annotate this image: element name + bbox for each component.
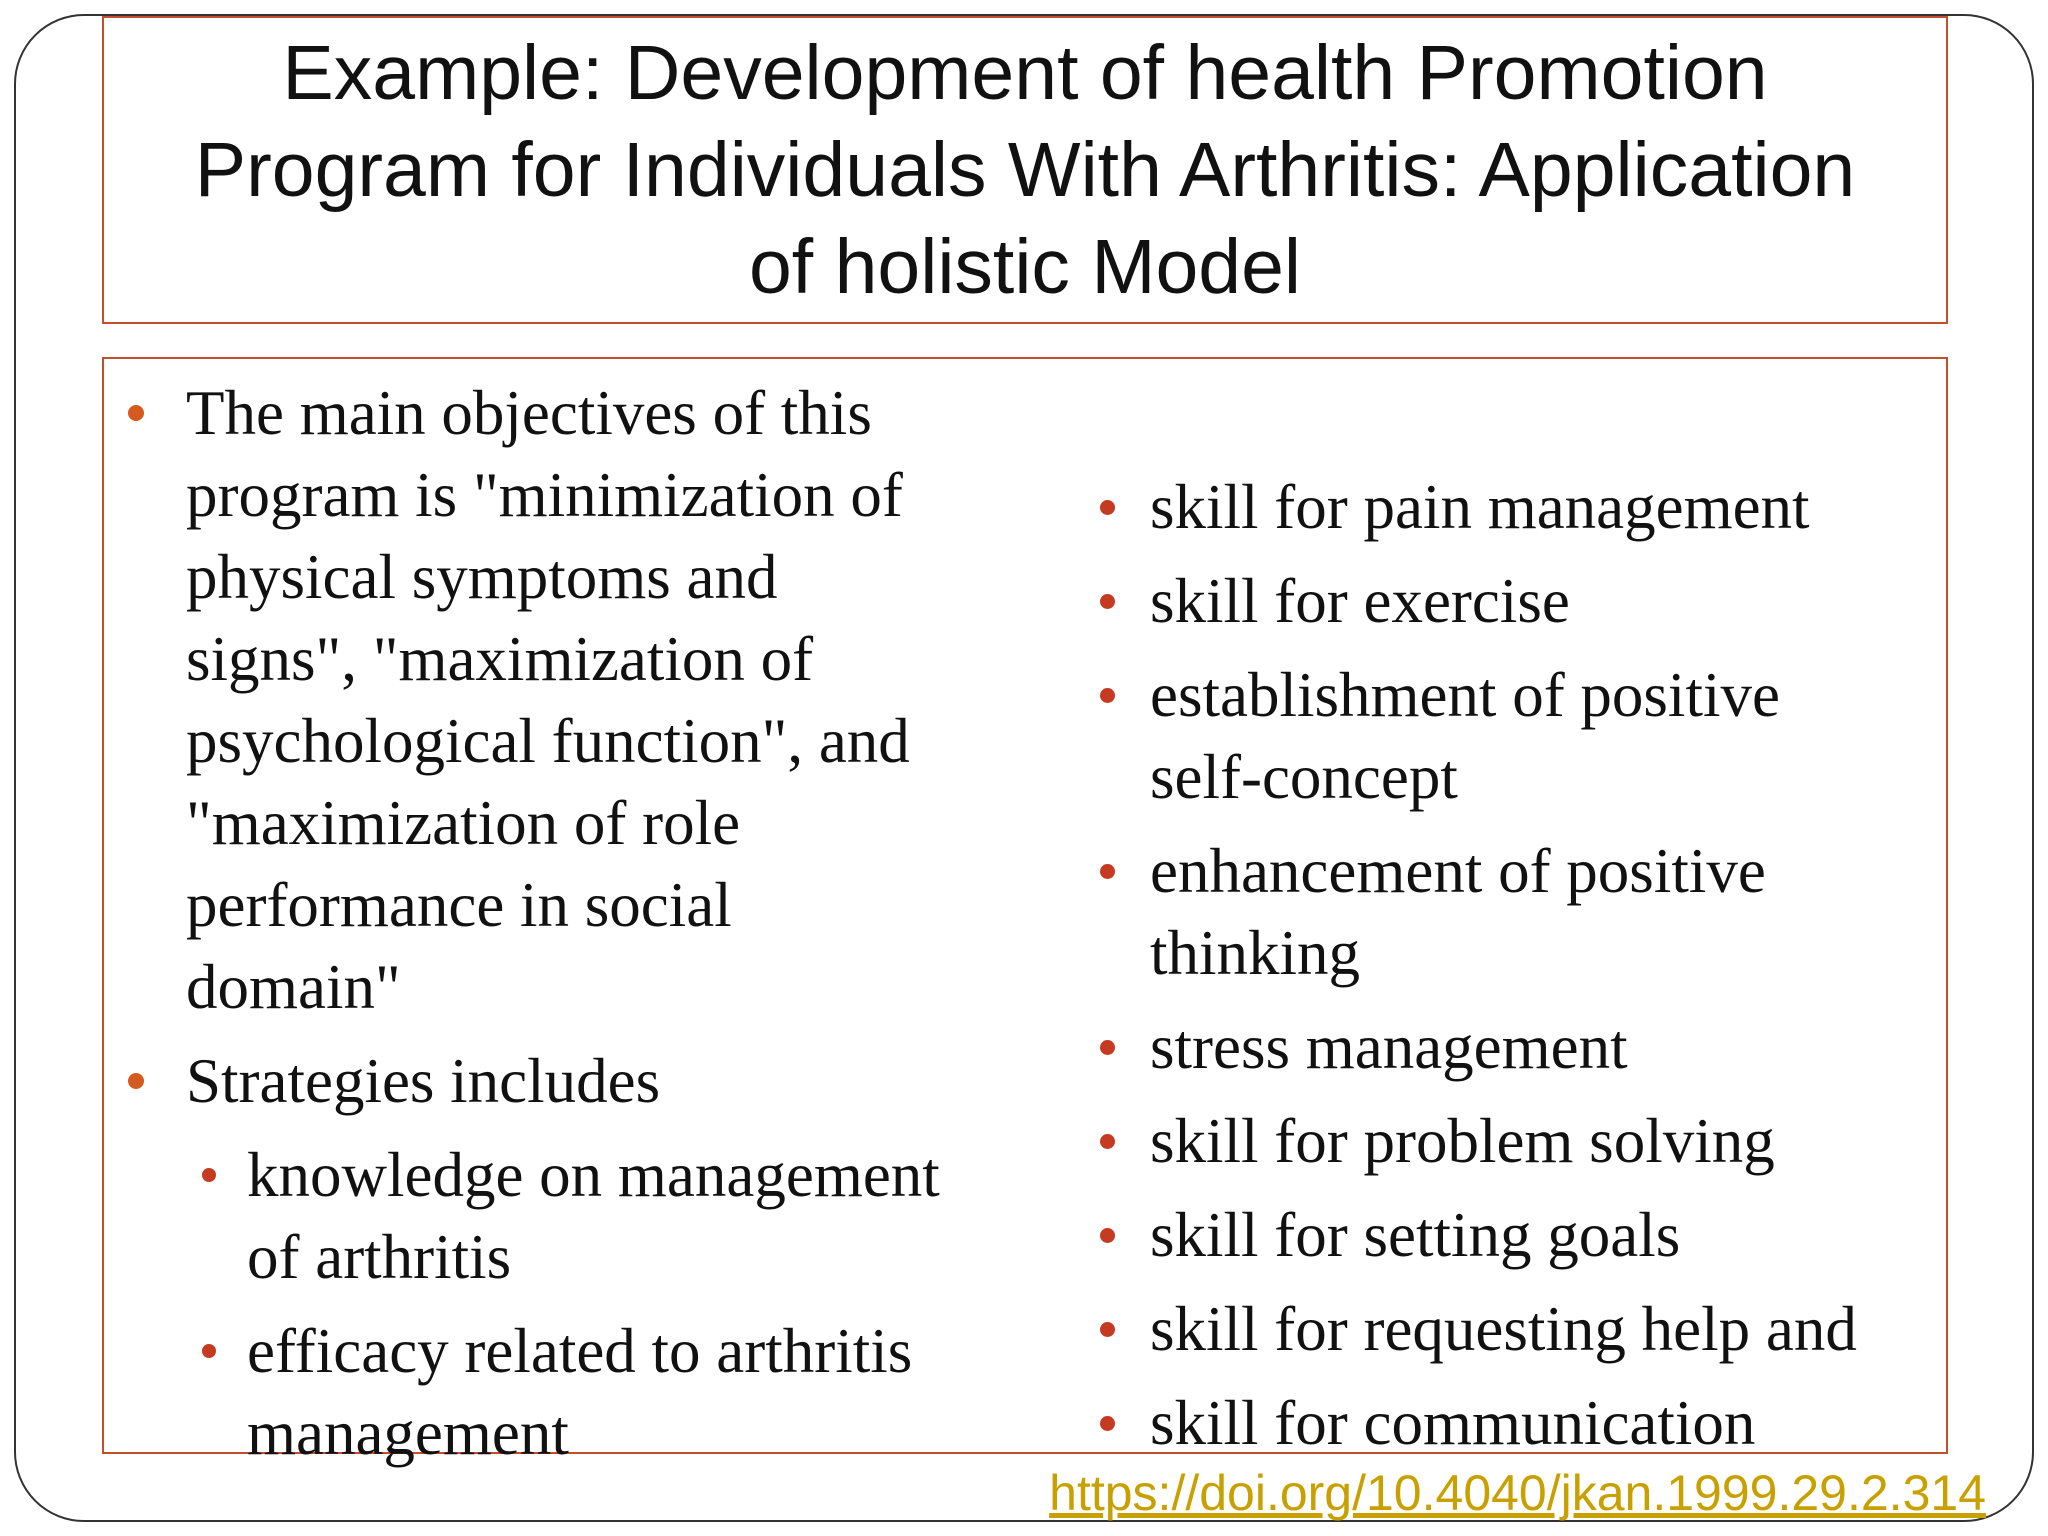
skill-item (1100, 654, 2000, 818)
bullet-line: management (247, 1398, 569, 1468)
bullet-dot-icon (1100, 500, 1115, 515)
bullet-line: psychological function", and (186, 706, 910, 776)
bullet-dot-icon (1100, 594, 1115, 609)
bullet-dot-icon (202, 1344, 216, 1358)
bullet-line: performance in social (186, 870, 732, 940)
bullet-line: skill for communication (1150, 1388, 1756, 1458)
bullet-line: enhancement of positive (1150, 836, 1766, 906)
skill-item (1100, 1382, 2000, 1464)
bullet-line: program is "minimization of (186, 460, 903, 530)
bullet-dot-icon (1100, 1134, 1115, 1149)
bullet-dot-icon (1100, 1228, 1115, 1243)
bullet-dot-icon (1100, 864, 1115, 879)
bullet-line: "maximization of role (186, 788, 741, 858)
bullet-dot-icon (128, 1073, 144, 1089)
bullet-dot-icon (1100, 1322, 1115, 1337)
bullet-line: establishment of positive (1150, 660, 1780, 730)
skill-item (1100, 466, 2000, 548)
bullet-line: skill for exercise (1150, 566, 1570, 636)
right-column (1100, 466, 2000, 1476)
bullet-line: skill for requesting help and (1150, 1294, 1857, 1364)
skill-item (1100, 1194, 2000, 1276)
bullet-line: skill for problem solving (1150, 1106, 1775, 1176)
bullet-line: of arthritis (247, 1222, 512, 1292)
title-line: Example: Development of health Promotion (282, 29, 1768, 116)
bullet-line: skill for setting goals (1150, 1200, 1681, 1270)
skill-item (1100, 1100, 2000, 1182)
slide-title (104, 25, 1946, 316)
bullet-dot-icon (1100, 1040, 1115, 1055)
bullet-line: knowledge on management (247, 1140, 940, 1210)
sub-bullet-efficacy (120, 1310, 1020, 1474)
bullet-line: stress management (1150, 1012, 1628, 1082)
bullet-dot-icon (1100, 688, 1115, 703)
bullet-objectives (120, 372, 1020, 1028)
bullet-line: The main objectives of this (186, 378, 872, 448)
title-line: of holistic Model (748, 223, 1302, 310)
left-column (120, 372, 1020, 1474)
bullet-line: Strategies includes (186, 1046, 661, 1116)
skill-item (1100, 1288, 2000, 1370)
bullet-line: efficacy related to arthritis (247, 1316, 913, 1386)
bullet-line: self-concept (1150, 742, 1458, 812)
doi-link[interactable]: https://doi.org/10.4040/jkan.1999.29.2.314 (1049, 1465, 1986, 1521)
skill-item (1100, 1006, 2000, 1088)
bullet-line: signs", "maximization of (186, 624, 814, 694)
bullet-dot-icon (202, 1168, 216, 1182)
bullet-line: thinking (1150, 918, 1361, 988)
skill-item (1100, 830, 2000, 994)
bullet-line: physical symptoms and (186, 542, 778, 612)
bullet-line: domain" (186, 952, 401, 1022)
bullet-strategies (120, 1040, 1020, 1122)
bullet-dot-icon (1100, 1416, 1115, 1431)
title-box (102, 16, 1948, 324)
title-line: Program for Individuals With Arthritis: Application (194, 126, 1856, 213)
skill-item (1100, 560, 2000, 642)
sub-bullet-knowledge (120, 1134, 1020, 1298)
bullet-line: skill for pain management (1150, 472, 1810, 542)
bullet-dot-icon (128, 405, 144, 421)
